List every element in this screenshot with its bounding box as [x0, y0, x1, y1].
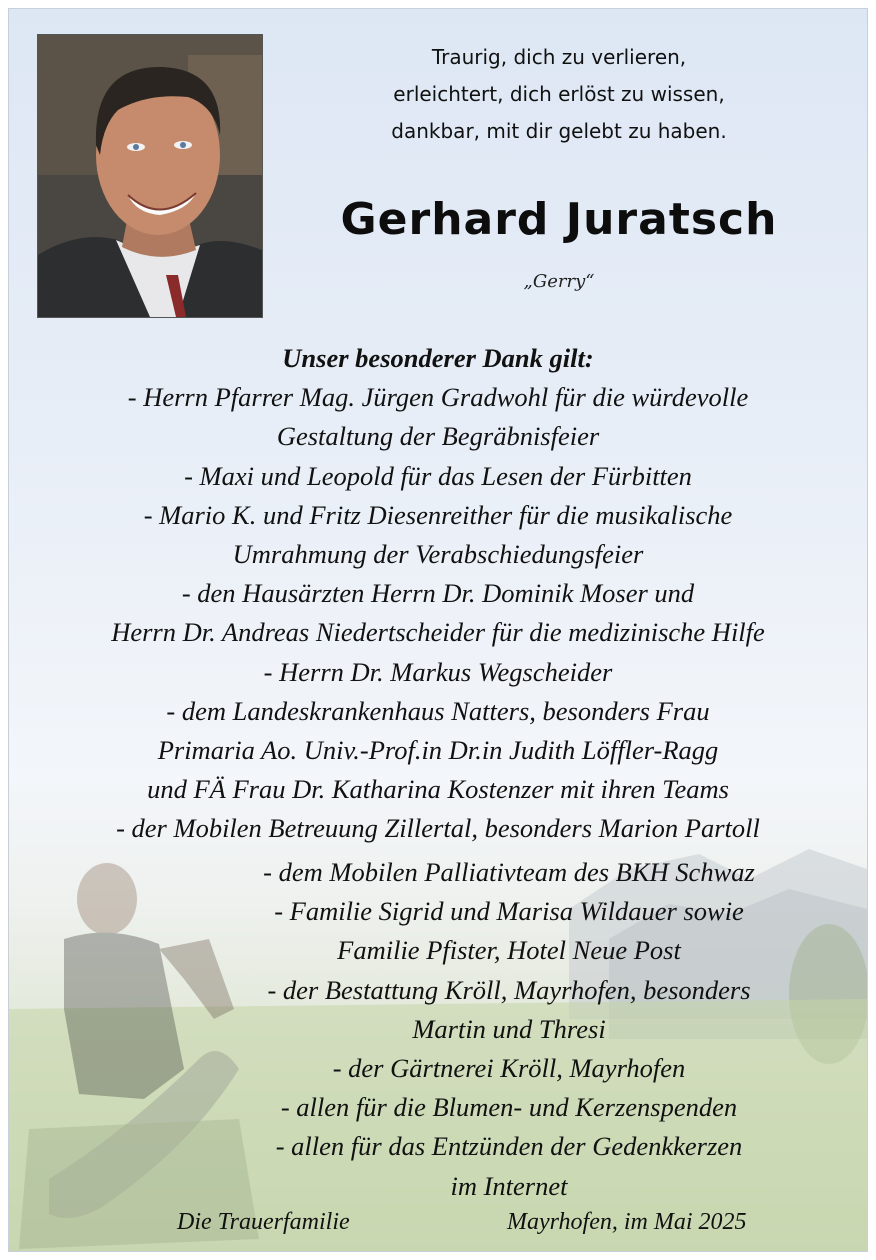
thanks-heading: Unser besonderer Dank gilt:: [282, 343, 594, 373]
thanks-section: [9, 339, 867, 849]
thanks-line: - den Hausärzten Herrn Dr. Dominik Moser und: [181, 578, 695, 609]
memorial-verse: [309, 39, 809, 150]
thanks-line: - Mario K. und Fritz Diesenreither für die musikalische: [143, 499, 733, 530]
verse-line: erleichtert, dich erlöst zu wissen,: [393, 82, 725, 106]
verse-line: Traurig, dich zu verlieren,: [431, 45, 687, 69]
thanks-line: im Internet: [450, 1170, 568, 1201]
thanks-line: und FÄ Frau Dr. Katharina Kostenzer mit ihren Teams: [147, 774, 729, 805]
thanks-line: Familie Pfister, Hotel Neue Post: [337, 935, 681, 966]
thanks-line: - der Bestattung Kröll, Mayrhofen, besonders: [267, 974, 751, 1005]
thanks-line: Martin und Thresi: [412, 1013, 606, 1044]
thanks-line: Herrn Dr. Andreas Niedertscheider für die medizinische Hilfe: [111, 617, 765, 648]
obituary-card: [8, 8, 868, 1252]
signature-family: Die Trauerfamilie: [177, 1209, 350, 1235]
thanks-line: Umrahmung der Verabschiedungsfeier: [232, 539, 644, 570]
thanks-line: Primaria Ao. Univ.-Prof.in Dr.in Judith Löffler-Ragg: [157, 735, 719, 766]
thanks-line: - der Mobilen Betreuung Zillertal, besonders Marion Partoll: [116, 813, 760, 844]
thanks-line: - der Gärtnerei Kröll, Mayrhofen: [332, 1053, 686, 1084]
thanks-line: - Herrn Pfarrer Mag. Jürgen Gradwohl für die würdevolle: [127, 382, 749, 413]
thanks-section-continued: [169, 853, 849, 1206]
thanks-line: - dem Mobilen Palliativteam des BKH Schwaz: [263, 857, 755, 887]
thanks-line: - Herrn Dr. Markus Wegscheider: [263, 656, 613, 687]
deceased-nickname: „Gerry“: [523, 271, 595, 292]
portrait-photo: [37, 34, 263, 318]
thanks-line: - Familie Sigrid und Marisa Wildauer sowie: [274, 896, 744, 927]
thanks-line: - Maxi und Leopold für das Lesen der Fürbitten: [184, 460, 692, 491]
thanks-line: - allen für das Entzünden der Gedenkkerzen: [275, 1131, 743, 1162]
place-and-date: Mayrhofen, im Mai 2025: [507, 1209, 747, 1235]
thanks-line: Gestaltung der Begräbnisfeier: [276, 421, 600, 452]
deceased-name: Gerhard Juratsch: [340, 194, 778, 245]
thanks-line: - dem Landeskrankenhaus Natters, besonders Frau: [166, 695, 710, 726]
thanks-line: - allen für die Blumen- und Kerzenspenden: [280, 1092, 738, 1123]
verse-line: dankbar, mit dir gelebt zu haben.: [391, 119, 727, 143]
